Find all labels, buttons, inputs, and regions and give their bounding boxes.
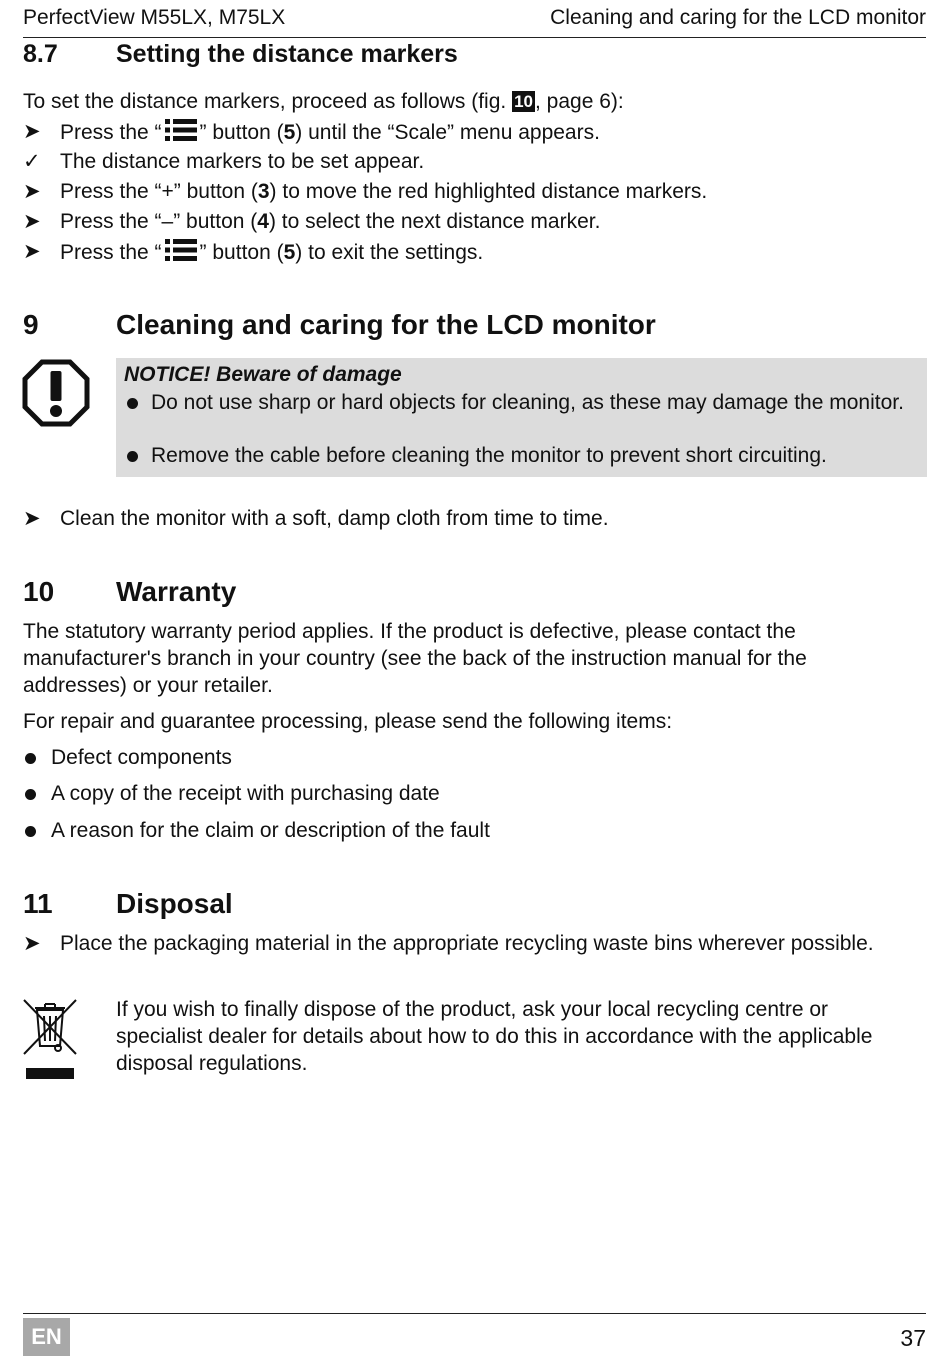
intro-text-end: , page 6): — [534, 90, 624, 113]
instruction-step — [23, 930, 883, 986]
section-number: 11 — [23, 888, 53, 919]
section-10-heading — [23, 576, 903, 612]
list-item-text: A reason for the claim or description of the fault — [51, 819, 490, 842]
menu-button-icon — [162, 118, 200, 142]
list-item-text: Defect components — [51, 746, 232, 769]
section-title: Cleaning and caring for the LCD monitor — [116, 309, 656, 340]
checkmark-icon: ✓ — [23, 150, 41, 173]
arrow-bullet-icon: ➤ — [23, 932, 41, 955]
disposal-paragraph: If you wish to finally dispose of the product, ask your local recycling centre or specialist dealer for details about how to do this in accordance with the applicable disposal regulations. — [116, 998, 873, 1075]
step-text: Press the “–” button (4) to select the next distance marker. — [60, 210, 601, 233]
step-text: Press the “+” button (3) to move the red highlighted distance markers. — [60, 180, 708, 203]
notice-item-text: Do not use sharp or hard objects for cleaning, as these may damage the monitor. — [151, 391, 904, 414]
step-text: Press the “ ” button (5) to exit the settings. — [60, 238, 483, 266]
arrow-bullet-icon: ➤ — [23, 180, 41, 203]
section-11-heading — [23, 888, 903, 924]
step-text: Clean the monitor with a soft, damp cloth from time to time. — [60, 507, 609, 530]
page-number: 37 — [900, 1325, 926, 1351]
section-number: 9 — [23, 309, 39, 340]
bullet-dot-icon — [25, 753, 36, 764]
step-text: Place the packaging material in the appropriate recycling waste bins wherever possible. — [60, 932, 874, 955]
notice-box — [116, 358, 927, 477]
menu-button-icon — [162, 238, 200, 262]
section-8-7-heading — [23, 40, 903, 74]
crossed-out-wheelie-bin-icon — [21, 996, 79, 1082]
figure-reference-badge: 10 — [514, 92, 533, 111]
step-text: The distance markers to be set appear. — [60, 150, 425, 173]
header-product-title: PerfectView M55LX, M75LX — [23, 6, 286, 29]
arrow-bullet-icon: ➤ — [23, 120, 41, 143]
section-number: 10 — [23, 576, 55, 607]
notice-item-text: Remove the cable before cleaning the monitor to prevent short circuiting. — [151, 444, 827, 467]
section-title: Warranty — [116, 576, 237, 607]
arrow-bullet-icon: ➤ — [23, 210, 41, 233]
intro-text: To set the distance markers, proceed as follows (fig. — [23, 90, 513, 113]
language-badge: EN — [23, 1318, 70, 1356]
bullet-dot-icon — [127, 451, 138, 462]
step-text: Press the “ ” button (5) until the “Scale” menu appears. — [60, 118, 600, 146]
warning-octagon-icon — [21, 358, 91, 428]
section-number: 8.7 — [23, 40, 58, 68]
section-title: Disposal — [116, 888, 233, 919]
bullet-dot-icon — [25, 826, 36, 837]
arrow-bullet-icon: ➤ — [23, 507, 41, 530]
section-9-heading — [23, 309, 903, 345]
section-8-7-intro — [23, 88, 624, 115]
arrow-bullet-icon: ➤ — [23, 240, 41, 263]
bullet-dot-icon — [127, 398, 138, 409]
header-section-title: Cleaning and caring for the LCD monitor — [550, 6, 926, 29]
header-rule — [23, 37, 926, 38]
notice-title: NOTICE! Beware of damage — [124, 363, 402, 386]
warranty-paragraph: The statutory warranty period applies. If the product is defective, please contact the manufacturer's branch in your country (see the back of the instruction manual for the addresses) or your retailer. — [23, 620, 807, 697]
section-title: Setting the distance markers — [116, 40, 458, 68]
footer-rule — [23, 1313, 926, 1314]
warranty-paragraph: For repair and guarantee processing, please send the following items: — [23, 710, 673, 733]
bullet-dot-icon — [25, 789, 36, 800]
list-item-text: A copy of the receipt with purchasing date — [51, 782, 440, 805]
